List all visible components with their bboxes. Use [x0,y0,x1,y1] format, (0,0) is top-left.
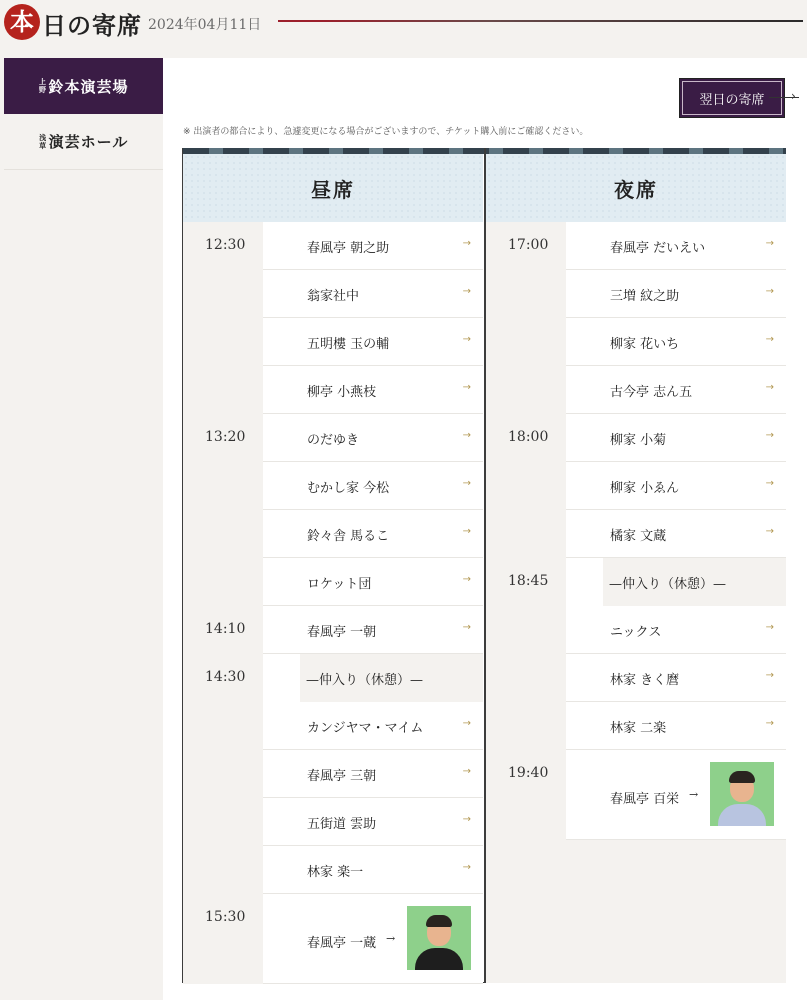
performer-link[interactable] [263,750,483,798]
night-column-title: 夜席 [486,154,786,222]
arrow-right-icon: → [462,430,471,441]
performer-link[interactable] [566,414,786,462]
start-time: 15:30 [183,894,263,984]
performer-photo [407,906,471,970]
performer-name: 春風亭 一蔵 [307,936,377,951]
arrow-right-icon: → [462,862,471,873]
start-time: 17:00 [486,222,566,270]
schedule-table [182,148,785,983]
start-time [183,510,263,558]
performer-link[interactable] [263,798,483,846]
performer-name: 柳亭 小燕枝 [307,385,377,400]
page-title: 日の寄席 [42,11,142,40]
arrow-right-icon: → [765,478,774,489]
performer-row [486,222,786,270]
arrow-right-icon: → [462,334,471,345]
arrow-right-icon: → [462,718,471,729]
start-time: 19:40 [486,750,566,840]
logo-mark: 本 [4,4,40,40]
performer-row [183,702,483,750]
performer-name: 柳家 小ゑん [610,481,680,496]
start-time [183,270,263,318]
performer-link[interactable] [263,558,483,606]
start-time [183,318,263,366]
intermission-label: —仲入り（休憩）— [609,577,727,592]
arrow-right-icon: → [765,526,774,537]
performer-link[interactable] [263,414,483,462]
performer-name: のだゆき [307,433,360,448]
performer-link[interactable] [566,702,786,750]
intermission-row [183,654,483,702]
start-time [183,366,263,414]
performer-name: 翁家社中 [307,289,360,304]
performer-link[interactable] [263,606,483,654]
performer-name: 春風亭 朝之助 [307,241,390,256]
page-header [0,0,807,58]
performer-name: 林家 楽一 [307,865,364,880]
performer-name: 古今亭 志ん五 [610,385,693,400]
performer-row [183,558,483,606]
arrow-right-icon: → [462,814,471,825]
row-spacer [263,654,300,702]
start-time [486,366,566,414]
row-spacer [566,558,603,606]
performer-link[interactable] [263,846,483,894]
intermission-cell [300,654,483,702]
intermission-row [486,558,786,606]
performer-link[interactable] [566,510,786,558]
performer-row [183,270,483,318]
sidebar-item-area: 上野 [38,78,47,94]
performer-row [486,414,786,462]
sidebar-item-engei-hall[interactable] [4,114,163,170]
performer-link[interactable] [566,462,786,510]
performer-row [183,846,483,894]
arrow-right-icon: → [765,430,774,441]
performer-row [486,318,786,366]
performer-name: カンジヤマ・マイム [307,721,424,736]
performer-row [183,894,483,984]
arrow-right-icon: → [765,238,774,249]
performer-name: むかし家 今松 [307,481,390,496]
day-column [183,154,483,983]
performer-link[interactable] [263,270,483,318]
performer-row [486,270,786,318]
start-time: 18:45 [486,558,566,606]
performer-row [486,702,786,750]
arrow-right-icon: → [765,334,774,345]
sidebar-item-suzumoto[interactable] [4,58,163,114]
performer-link[interactable] [566,318,786,366]
performer-name: 三増 紋之助 [610,289,680,304]
performer-link[interactable] [263,462,483,510]
venue-sidebar [0,58,163,1000]
performer-row [486,366,786,414]
performer-row [183,750,483,798]
start-time [486,654,566,702]
arrow-right-icon: → [462,526,471,537]
performer-link[interactable] [263,510,483,558]
performer-name: 五街道 雲助 [307,817,377,832]
sidebar-item-area: 浅草 [38,133,47,150]
performer-name: 橘家 文蔵 [610,529,667,544]
performer-row [183,606,483,654]
performer-photo [710,762,774,826]
performer-link[interactable] [566,750,786,840]
performer-link[interactable] [566,270,786,318]
performer-row [486,462,786,510]
start-time [183,702,263,750]
performer-name: 鈴々舎 馬るこ [307,529,390,544]
arrow-right-icon: → [765,670,774,681]
performer-row [486,654,786,702]
arrow-right-icon: → [386,932,396,945]
performer-name: 林家 二楽 [610,721,667,736]
start-time [183,750,263,798]
performer-link[interactable] [263,222,483,270]
performer-row [183,414,483,462]
page-date: 2024年04月11日 [148,17,262,33]
sidebar-item-label: 鈴本演芸場 [48,77,129,96]
performer-link[interactable] [566,606,786,654]
header-divider-line [278,20,803,22]
performer-name: 春風亭 三朝 [307,769,377,784]
performer-name: 五明樓 玉の輔 [307,337,390,352]
start-time: 14:30 [183,654,263,702]
arrow-right-icon: → [462,766,471,777]
performer-link[interactable] [566,222,786,270]
performer-name: 春風亭 百栄 [610,792,680,807]
start-time: 12:30 [183,222,263,270]
performer-row [486,510,786,558]
performer-row [183,510,483,558]
start-time [183,462,263,510]
performer-name: ニックス [610,625,662,640]
start-time [486,318,566,366]
performer-name: 柳家 花いち [610,337,680,352]
arrow-right-icon: → [689,788,699,801]
performer-name: 林家 きく麿 [610,673,680,688]
arrow-right-icon: → [462,622,471,633]
column-filler [486,840,786,983]
start-time [183,846,263,894]
performer-row [183,462,483,510]
performer-row [183,798,483,846]
night-column [486,154,786,983]
start-time [183,558,263,606]
next-day-button[interactable]: 翌日の寄席 [679,78,785,118]
performer-row [486,750,786,840]
performer-row [486,606,786,654]
performer-link[interactable] [263,702,483,750]
arrow-right-icon: → [462,238,471,249]
performer-row [183,222,483,270]
start-time [486,270,566,318]
arrow-right-icon: → [462,574,471,585]
arrow-right-icon: → [765,622,774,633]
start-time: 14:10 [183,606,263,654]
performer-row [183,366,483,414]
start-time [486,606,566,654]
start-time [486,702,566,750]
arrow-right-icon: → [462,382,471,393]
performer-link[interactable] [263,894,483,984]
performer-name: 柳家 小菊 [610,433,667,448]
arrow-right-icon: → [765,718,774,729]
arrow-right-icon: → [462,478,471,489]
start-time: 18:00 [486,414,566,462]
performer-link[interactable] [566,366,786,414]
performer-row [183,318,483,366]
start-time [486,510,566,558]
next-arrow-icon: › [791,89,796,103]
sidebar-item-label: 演芸ホール [48,133,129,151]
performer-name: ロケット団 [307,577,372,592]
performer-link[interactable] [263,318,483,366]
change-notice: ※ 出演者の都合により、急遽変更になる場合がございますので、チケット購入前にご確認ください。 [183,127,589,137]
start-time [183,798,263,846]
start-time: 13:20 [183,414,263,462]
main-content [163,58,807,1000]
start-time [486,462,566,510]
intermission-cell [603,558,786,606]
intermission-label: —仲入り（休憩）— [306,673,424,688]
performer-name: 春風亭 だいえい [610,241,706,256]
performer-link[interactable] [566,654,786,702]
performer-link[interactable] [263,366,483,414]
day-column-title: 昼席 [183,154,483,222]
arrow-right-icon: → [765,286,774,297]
performer-name: 春風亭 一朝 [307,625,377,640]
arrow-right-icon: → [765,382,774,393]
arrow-right-icon: → [462,286,471,297]
